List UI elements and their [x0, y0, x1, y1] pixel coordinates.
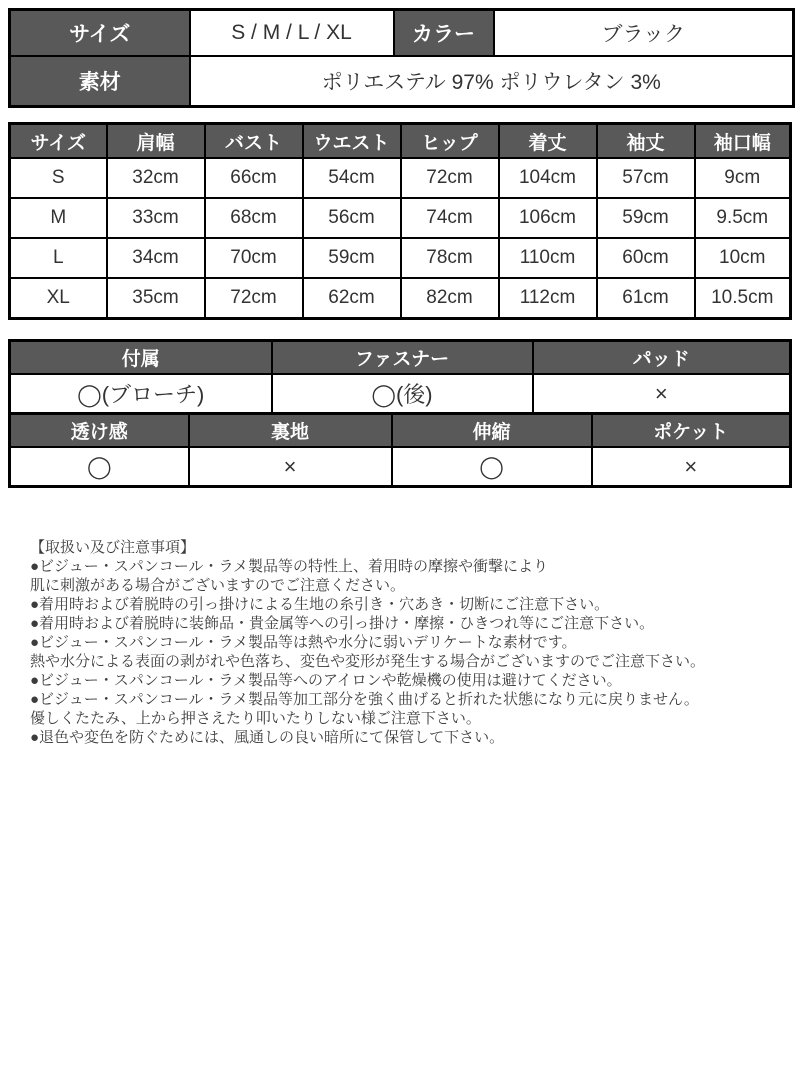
table-row-xl [10, 278, 791, 319]
cell: XL [10, 278, 107, 319]
table-row-l [10, 238, 791, 278]
cell: 78cm [401, 238, 499, 278]
cell: 35cm [107, 278, 205, 319]
table-row-m [10, 198, 791, 238]
cell: 59cm [303, 238, 401, 278]
cell: S [10, 158, 107, 198]
measurement-header-row [10, 124, 791, 159]
note-line: ●ビジュー・スパンコール・ラメ製品等加工部分を強く曲げると折れた状態になり元に戻りません。 [30, 691, 699, 708]
note-line: 熱や水分による表面の剥がれや色落ち、変色や変形が発生する場合がございますのでご注意下さい。 [30, 653, 706, 670]
size-header: サイズ [10, 10, 190, 56]
col-header-waist: ウエスト [303, 124, 401, 159]
col-header-bust: バスト [205, 124, 303, 159]
pocket-value: × [592, 447, 791, 487]
accessory-value: ◯(ブローチ) [10, 374, 272, 414]
pocket-header: ポケット [592, 414, 791, 448]
cell: 106cm [499, 198, 597, 238]
color-value: ブラック [494, 10, 794, 56]
pad-header: パッド [533, 341, 791, 375]
stretch-header: 伸縮 [392, 414, 592, 448]
sheerness-value: ◯ [10, 447, 189, 487]
note-line: ●ビジュー・スパンコール・ラメ製品等へのアイロンや乾燥機の使用は避けてください。 [30, 672, 622, 689]
fastener-value: ◯(後) [272, 374, 533, 414]
cell: 57cm [597, 158, 695, 198]
col-header-cuff: 袖口幅 [695, 124, 791, 159]
cell: 82cm [401, 278, 499, 319]
cell: 74cm [401, 198, 499, 238]
table-row-s [10, 158, 791, 198]
pad-value: × [533, 374, 791, 414]
col-header-shoulder: 肩幅 [107, 124, 205, 159]
size-value: S / M / L / XL [190, 10, 394, 56]
accessory-header: 付属 [10, 341, 272, 375]
cell: 61cm [597, 278, 695, 319]
note-line: 肌に刺激がある場合がございますのでご注意ください。 [30, 577, 406, 594]
cell: 54cm [303, 158, 401, 198]
cell: 56cm [303, 198, 401, 238]
cell: 10.5cm [695, 278, 791, 319]
cell: 62cm [303, 278, 401, 319]
col-header-hip: ヒップ [401, 124, 499, 159]
cell: 33cm [107, 198, 205, 238]
cell: M [10, 198, 107, 238]
cell: 9.5cm [695, 198, 791, 238]
material-value: ポリエステル 97% ポリウレタン 3% [190, 56, 794, 107]
cell: 70cm [205, 238, 303, 278]
cell: 9cm [695, 158, 791, 198]
features-table-accessories [8, 339, 792, 415]
measurement-table [8, 122, 792, 320]
cell: 10cm [695, 238, 791, 278]
lining-value: × [189, 447, 392, 487]
note-line: ●ビジュー・スパンコール・ラメ製品等は熱や水分に弱いデリケートな素材です。 [30, 634, 577, 651]
col-header-sleeve: 袖丈 [597, 124, 695, 159]
color-header: カラー [394, 10, 494, 56]
cell: L [10, 238, 107, 278]
col-header-length: 着丈 [499, 124, 597, 159]
cell: 34cm [107, 238, 205, 278]
cell: 60cm [597, 238, 695, 278]
cell: 32cm [107, 158, 205, 198]
cell: 68cm [205, 198, 303, 238]
cell: 72cm [401, 158, 499, 198]
fastener-header: ファスナー [272, 341, 533, 375]
note-line: ●退色や変色を防ぐためには、風通しの良い暗所にて保管して下さい。 [30, 729, 505, 746]
handling-notes [8, 538, 792, 747]
cell: 72cm [205, 278, 303, 319]
col-header-size: サイズ [10, 124, 107, 159]
stretch-value: ◯ [392, 447, 592, 487]
cell: 112cm [499, 278, 597, 319]
cell: 66cm [205, 158, 303, 198]
material-header: 素材 [10, 56, 190, 107]
note-line: ●ビジュー・スパンコール・ラメ製品等の特性上、着用時の摩擦や衝撃により [30, 558, 549, 575]
note-line: ●着用時および着脱時に装飾品・貴金属等への引っ掛け・摩擦・ひきつれ等にご注意下さい。 [30, 615, 655, 632]
info-table [8, 8, 795, 108]
lining-header: 裏地 [189, 414, 392, 448]
cell: 59cm [597, 198, 695, 238]
cell: 104cm [499, 158, 597, 198]
note-line: ●着用時および着脱時の引っ掛けによる生地の糸引き・穴あき・切断にご注意下さい。 [30, 596, 610, 613]
features-table-fabric [8, 412, 792, 488]
sheerness-header: 透け感 [10, 414, 189, 448]
cell: 110cm [499, 238, 597, 278]
notes-title: 【取扱い及び注意事項】 [30, 539, 196, 556]
note-line: 優しくたたみ、上から押さえたり叩いたりしない様ご注意下さい。 [30, 710, 481, 727]
